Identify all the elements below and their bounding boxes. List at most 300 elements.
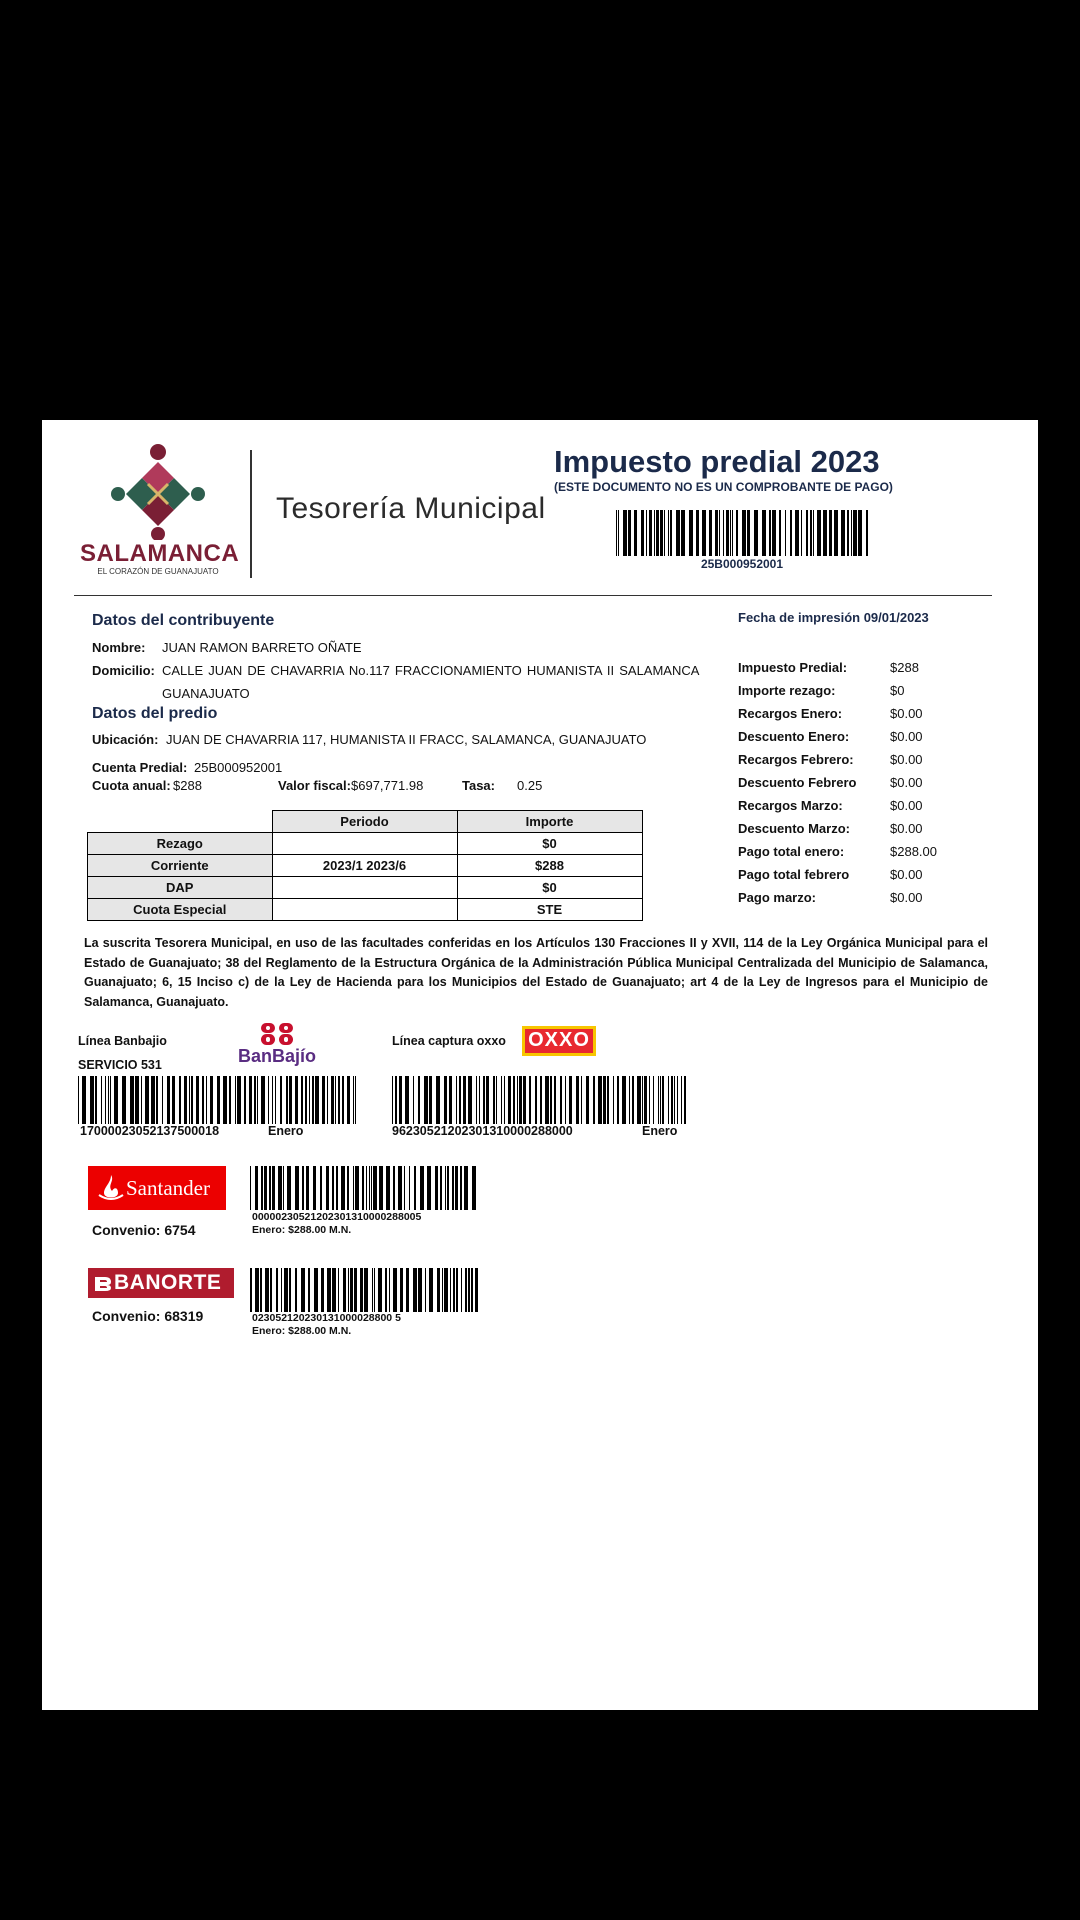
barcode-bar: [105, 1076, 106, 1124]
barcode-bar: [289, 1268, 291, 1312]
barcode-bar: [313, 1166, 316, 1210]
barcode-bar: [853, 510, 857, 556]
barcode-bar: [569, 1076, 572, 1124]
barcode-bar: [841, 510, 845, 556]
barcode-bar: [523, 1076, 526, 1124]
banbajio-emblem-icon: [228, 1022, 326, 1046]
barcode-bar: [347, 1076, 350, 1124]
logo-wordmark: SALAMANCA: [80, 540, 240, 567]
barcode-bar: [270, 1268, 272, 1312]
barcode-bar: [335, 1076, 336, 1124]
barcode-bar: [268, 1076, 269, 1124]
barcode-bar: [603, 1076, 606, 1124]
barcode-bar: [338, 1268, 339, 1312]
barcode-bar: [314, 1268, 318, 1312]
barcode-bar: [847, 510, 849, 556]
barcode-bar: [418, 1076, 420, 1124]
legal-text: La suscrita Tesorera Municipal, en uso de las facultades conferidas en los Artículos 130 Fracciones II y XVII, 114 de la Ley Orgánica Municipal para el Estado de Guanajuato; 38 del Reglamento de la Estructura Orgánica de la Administración Pública Municipal Centralizada del Municipio de Salamanca, Guanajuato; 6, 15 Inciso c) de la Ley de Hacienda para los Municipios del Estado de Guanajuato; art 4 de la Ley de Ingresos para el Municipio de Salamanca, Guanajuato.: [84, 936, 988, 1009]
contributor-section-title: Datos del contribuyente: [92, 612, 275, 629]
barcode-bar: [642, 1076, 643, 1124]
barcode-bar: [795, 510, 799, 556]
barcode-bar: [348, 1268, 349, 1312]
barcode-bar: [196, 1076, 199, 1124]
barcode-bar: [723, 510, 724, 556]
barcode-bar: [476, 1076, 477, 1124]
barcode-bar: [141, 1076, 142, 1124]
salamanca-emblem-icon: [80, 440, 236, 540]
barcode-bar: [135, 1076, 139, 1124]
period-table-header: [88, 811, 643, 833]
barcode-bar: [829, 510, 832, 556]
barcode-bar: [702, 510, 706, 556]
barcode-bar: [332, 1268, 336, 1312]
barcode-bar: [486, 1076, 489, 1124]
barcode-bar: [456, 1076, 457, 1124]
property-account: 25B000952001: [194, 760, 283, 775]
page-title: Impuesto predial 2023: [554, 444, 880, 479]
row-label: Corriente: [88, 855, 273, 877]
barcode-bar: [475, 1268, 478, 1312]
barcode-bar: [696, 510, 699, 556]
banorte-wordmark: BANORTE: [114, 1271, 222, 1294]
banbajio-number: 17000023052137500018: [80, 1124, 220, 1138]
fiscal-value-label: Valor fiscal:: [278, 778, 351, 793]
barcode-bar: [471, 1268, 473, 1312]
barcode-bar: [560, 1076, 562, 1124]
barcode-bar: [309, 1076, 310, 1124]
barcode-bar: [362, 1166, 364, 1210]
barcode-bar: [586, 1076, 589, 1124]
barcode-bar: [386, 1166, 390, 1210]
banbajio-month: Enero: [268, 1124, 304, 1138]
barcode-bar: [305, 1076, 307, 1124]
barcode-bar: [501, 1076, 502, 1124]
barcode-bar: [413, 1268, 417, 1312]
banorte-logo: [88, 1268, 234, 1298]
barcode-bar: [465, 1268, 467, 1312]
barcode-bar: [202, 1076, 204, 1124]
oxxo-logo: [522, 1026, 596, 1056]
barcode-bar: [719, 510, 720, 556]
barcode-bar: [250, 1268, 252, 1312]
banorte-amount: Enero: $288.00 M.N.: [252, 1325, 352, 1337]
barcode-bar: [206, 1076, 207, 1124]
barcode-bar: [671, 1076, 673, 1124]
barcode-bar: [409, 1166, 410, 1210]
barcode-bar: [806, 510, 808, 556]
barcode-bar: [670, 510, 672, 556]
banorte-convenio: Convenio: 68319: [92, 1308, 204, 1324]
barcode-bar: [664, 510, 665, 556]
barcode-bar: [405, 1076, 409, 1124]
barcode-bar: [327, 1076, 328, 1124]
barcode-bar: [613, 1076, 614, 1124]
barcode-bar: [726, 510, 729, 556]
barcode-bar: [545, 1076, 549, 1124]
santander-wordmark: Santander: [126, 1176, 210, 1200]
header-barcode: [616, 510, 868, 556]
barcode-bar: [156, 1076, 158, 1124]
barcode-bar: [350, 1268, 353, 1312]
barcode-bar: [355, 1166, 359, 1210]
barcode-bar: [668, 1076, 669, 1124]
barcode-bar: [393, 1166, 395, 1210]
santander-barcode: [250, 1166, 480, 1210]
barcode-bar: [295, 1166, 299, 1210]
header-divider: [250, 450, 252, 578]
address-label: Domicilio:: [92, 663, 155, 678]
barcode-bar: [264, 1166, 267, 1210]
barcode-bar: [114, 1076, 118, 1124]
fiscal-value: $697,771.98: [351, 778, 424, 793]
row-amount: $0: [457, 833, 642, 855]
barcode-bar: [414, 1166, 416, 1210]
barcode-bar: [378, 1268, 382, 1312]
table-row: [88, 833, 643, 855]
barcode-bar: [660, 1076, 661, 1124]
barcode-bar: [519, 1076, 522, 1124]
barcode-bar: [662, 1076, 664, 1124]
barcode-bar: [593, 1076, 595, 1124]
barcode-bar: [632, 1076, 634, 1124]
barcode-bar: [301, 1076, 303, 1124]
row-period: [272, 833, 457, 855]
barcode-bar: [393, 1268, 397, 1312]
barcode-bar: [529, 1076, 531, 1124]
barcode-bar: [453, 1268, 455, 1312]
barcode-bar: [379, 1166, 383, 1210]
barcode-bar: [628, 510, 631, 556]
barcode-bar: [810, 510, 812, 556]
barcode-bar: [785, 510, 786, 556]
print-date: Fecha de impresión 09/01/2023: [738, 610, 929, 625]
barcode-bar: [851, 510, 852, 556]
barcode-bar: [338, 1076, 340, 1124]
barcode-bar: [790, 510, 792, 556]
row-amount: $0: [457, 877, 642, 899]
barcode-bar: [618, 510, 619, 556]
barcode-bar: [398, 1166, 402, 1210]
banorte-emblem-icon: [93, 1273, 113, 1293]
barcode-bar: [151, 1076, 155, 1124]
barcode-bar: [623, 510, 627, 556]
barcode-bar: [483, 1076, 485, 1124]
banbajio-logo: [228, 1022, 326, 1070]
flame-icon: [96, 1173, 126, 1203]
address-line-2: GUANAJUATO: [162, 686, 250, 701]
barcode-bar: [762, 510, 766, 556]
barcode-bar: [261, 1076, 265, 1124]
barcode-bar: [167, 1076, 170, 1124]
barcode-bar: [385, 1268, 387, 1312]
barcode-bar: [312, 1076, 314, 1124]
barcode-bar: [455, 1166, 458, 1210]
barcode-bar: [265, 1268, 269, 1312]
barcode-bar: [260, 1268, 262, 1312]
header-barcode-number: 25B000952001: [700, 557, 784, 571]
barcode-bar: [272, 1076, 273, 1124]
annual-fee-value: $288: [173, 778, 202, 793]
barcode-bar: [306, 1166, 309, 1210]
barcode-bar: [517, 1076, 518, 1124]
table-row: [88, 877, 643, 899]
barcode-bar: [82, 1076, 86, 1124]
barcode-bar: [110, 1076, 111, 1124]
barcode-bar: [342, 1076, 344, 1124]
barcode-bar: [629, 1076, 630, 1124]
barcode-bar: [461, 1268, 462, 1312]
barcode-bar: [460, 1166, 462, 1210]
row-label: DAP: [88, 877, 273, 899]
barcode-bar: [801, 510, 802, 556]
barcode-bar: [447, 1166, 449, 1210]
salamanca-logo: [80, 440, 240, 580]
barcode-bar: [649, 1076, 650, 1124]
barcode-bar: [413, 1076, 414, 1124]
barcode-bar: [283, 1166, 284, 1210]
barcode-bar: [420, 1166, 424, 1210]
barcode-bar: [289, 1076, 292, 1124]
barcode-bar: [668, 510, 669, 556]
barcode-bar: [191, 1076, 193, 1124]
property-location: JUAN DE CHAVARRIA 117, HUMANISTA II FRACC, SALAMANCA, GUANAJUATO: [166, 732, 647, 747]
barcode-bar: [347, 1166, 349, 1210]
barcode-bar: [90, 1076, 94, 1124]
barcode-bar: [145, 1076, 149, 1124]
barcode-bar: [754, 510, 758, 556]
barcode-bar: [677, 1076, 678, 1124]
barcode-bar: [353, 1166, 354, 1210]
table-row: [88, 855, 643, 877]
santander-convenio: Convenio: 6754: [92, 1222, 196, 1238]
barcode-bar: [321, 1268, 324, 1312]
barcode-bar: [272, 1166, 275, 1210]
property-section-title: Datos del predio: [92, 705, 218, 722]
barcode-bar: [464, 1166, 468, 1210]
barcode-bar: [616, 510, 617, 556]
barcode-bar: [450, 1268, 451, 1312]
barcode-bar: [364, 1268, 368, 1312]
barcode-bar: [742, 510, 746, 556]
barcode-bar: [366, 1166, 367, 1210]
barcode-bar: [730, 510, 731, 556]
barcode-bar: [445, 1166, 446, 1210]
barcode-bar: [395, 1076, 397, 1124]
barcode-bar: [646, 510, 647, 556]
barcode-bar: [280, 1076, 282, 1124]
barcode-bar: [287, 1166, 291, 1210]
barcode-bar: [689, 510, 693, 556]
barcode-bar: [598, 1076, 602, 1124]
barcode-bar: [284, 1268, 288, 1312]
barcode-bar: [179, 1076, 181, 1124]
barcode-bar: [341, 1166, 345, 1210]
table-row: [88, 899, 643, 921]
barcode-bar: [302, 1166, 304, 1210]
department-name: Tesorería Municipal: [276, 492, 546, 525]
barcode-bar: [681, 1076, 682, 1124]
barcode-bar: [736, 510, 738, 556]
barcode-bar: [315, 1076, 319, 1124]
barcode-bar: [255, 1166, 258, 1210]
barcode-bar: [244, 1076, 246, 1124]
barcode-bar: [427, 1166, 431, 1210]
barcode-bar: [769, 510, 771, 556]
barcode-bar: [429, 1076, 432, 1124]
barcode-bar: [540, 1076, 542, 1124]
barcode-bar: [634, 510, 637, 556]
barcode-bar: [360, 1268, 363, 1312]
period-table: [87, 810, 643, 921]
barcode-bar: [372, 1268, 373, 1312]
row-label: Rezago: [88, 833, 273, 855]
barcode-bar: [576, 1076, 579, 1124]
barcode-bar: [389, 1268, 390, 1312]
barcode-bar: [130, 1076, 134, 1124]
barcode-bar: [269, 1166, 271, 1210]
barcode-bar: [550, 1076, 552, 1124]
barcode-bar: [649, 510, 652, 556]
logo-tagline: EL CORAZÓN DE GUANAJUATO: [97, 567, 219, 576]
barcode-bar: [406, 1268, 409, 1312]
barcode-bar: [229, 1076, 231, 1124]
barcode-bar: [295, 1268, 297, 1312]
barcode-bar: [866, 510, 868, 556]
name-label: Nombre:: [92, 640, 146, 655]
barcode-bar: [440, 1166, 442, 1210]
barcode-bar: [320, 1166, 322, 1210]
barcode-bar: [343, 1268, 346, 1312]
row-period: 2023/1 2023/6: [272, 855, 457, 877]
annual-fee-label: Cuota anual:: [92, 778, 171, 793]
barcode-bar: [308, 1268, 310, 1312]
contributor-name: JUAN RAMON BARRETO OÑATE: [162, 640, 362, 655]
barcode-bar: [95, 1076, 97, 1124]
barcode-bar: [78, 1076, 79, 1124]
barcode-bar: [436, 1076, 440, 1124]
barcode-bar: [235, 1076, 236, 1124]
barcode-bar: [254, 1076, 256, 1124]
barcode-bar: [418, 1268, 422, 1312]
barcode-bar: [437, 1268, 440, 1312]
santander-logo: [88, 1166, 226, 1210]
barcode-bar: [404, 1166, 405, 1210]
barcode-bar: [276, 1268, 278, 1312]
rate-label: Tasa:: [462, 778, 495, 793]
barcode-bar: [617, 1076, 619, 1124]
barcode-bar: [709, 510, 712, 556]
barcode-bar: [286, 1076, 288, 1124]
barcode-bar: [504, 1076, 505, 1124]
barcode-bar: [301, 1268, 305, 1312]
barcode-bar: [354, 1268, 357, 1312]
page-subtitle: (ESTE DOCUMENTO NO ES UN COMPROBANTE DE PAGO): [554, 480, 893, 494]
barcode-bar: [355, 1076, 356, 1124]
barcode-bar: [468, 1076, 472, 1124]
barcode-bar: [581, 1076, 582, 1124]
barcode-bar: [223, 1076, 227, 1124]
barcode-bar: [554, 1076, 556, 1124]
barcode-bar: [172, 1076, 175, 1124]
barcode-bar: [374, 1268, 375, 1312]
barcode-bar: [101, 1076, 102, 1124]
barcode-bar: [654, 510, 655, 556]
banbajio-service: SERVICIO 531: [78, 1058, 162, 1072]
barcode-bar: [444, 1076, 447, 1124]
banorte-barcode: [250, 1268, 480, 1312]
barcode-bar: [674, 1076, 675, 1124]
oxxo-month: Enero: [642, 1124, 678, 1138]
barcode-bar: [479, 1076, 480, 1124]
santander-number: 00000230521202301310000288005: [252, 1211, 422, 1223]
barcode-bar: [217, 1076, 220, 1124]
row-period: [272, 877, 457, 899]
barcode-bar: [817, 510, 821, 556]
oxxo-barcode: [392, 1076, 686, 1124]
address-line-1: CALLE JUAN DE CHAVARRIA No.117 FRACCIONAMIENTO HUMANISTA II SALAMANCA: [162, 663, 700, 678]
barcode-bar: [261, 1166, 263, 1210]
barcode-bar: [332, 1166, 334, 1210]
barcode-bar: [400, 1268, 403, 1312]
barcode-bar: [660, 510, 663, 556]
barcode-bar: [637, 1076, 641, 1124]
barcode-bar: [162, 1076, 163, 1124]
row-amount: $288: [457, 855, 642, 877]
barcode-bar: [493, 1076, 495, 1124]
barcode-bar: [656, 510, 659, 556]
barcode-bar: [257, 1076, 258, 1124]
barcode-bar: [278, 1166, 282, 1210]
barcode-bar: [452, 1166, 454, 1210]
amount-header: Importe: [457, 811, 642, 833]
barcode-bar: [456, 1268, 458, 1312]
barcode-bar: [658, 1076, 659, 1124]
barcode-bar: [371, 1166, 372, 1210]
barcode-bar: [468, 1268, 470, 1312]
banbajio-wordmark: BanBajío: [237, 1046, 316, 1066]
barcode-bar: [184, 1076, 187, 1124]
barcode-bar: [250, 1166, 251, 1210]
barcode-bar: [607, 1076, 609, 1124]
row-amount: STE: [457, 899, 642, 921]
barcode-bar: [681, 510, 685, 556]
barcode-bar: [747, 510, 750, 556]
barcode-bar: [249, 1076, 252, 1124]
barcode-bar: [644, 1076, 647, 1124]
document-page: SALAMANCA EL CORAZÓN DE GUANAJUATO Tesorería Municipal Impuesto predial 2023 (ESTE DOCUMENTO NO ES UN COMPROBANTE DE PAGO) 25B000952001 Datos del contribuyente Nombre: JUAN RAMON BARRETO OÑATE Domicilio: CALLE JUAN DE CHAVARRIA No.117 FRACCIONAMIENTO HUMANISTA II SALAMANCA GUANAJUATO Datos del predio Ubicación: JUAN DE CHAVARRIA 117, HUMANISTA II FRACC, SALAMANCA, GUANAJUATO Cuenta Predial: 25B000952001 Cuota anual: $288 Valor fiscal: $697,771.98 Tasa: 0.25 Periodo Importe Rezago $0 Corriente 2023/1 2023/6 $288 DAP $0 Cuota Especial STE Fecha de impresión 09/01/2023 Impuesto Predial: $288 Importe rezago: $0 Recargos Enero: $0.00 Descuento Enero: $0.00 Recargos Febrero: $0.00 Descuento Febrero $0.00 Recargos Marzo: $0.00 Descuento Marzo: $0.00 Pago total enero: $288.00 Pago total febrero $0.00 Pago marzo: $0.00 La suscrita Tesorera Municipal, en uso de las facultades conferidas en los Artículos 130 Fracciones II y XVII, 114 de la Ley Orgánica Municipal para el Estado de Guanajuato; 38 del Reglamento de la Estructura Orgánica de la Administración Pública Municipal Centralizada del Municipio de Salamanca, Guanajuato; 6, 15 Inciso c) de la Ley de Hacienda para los Municipios del Estado de Guanajuato; art 4 de la Ley de Ingresos para el Municipio de Salamanca, Guanajuato. Línea Banbajio SERVICIO 531 BanBajío 17000023052137500018 Enero Línea captura oxxo OXXO 96230521202301310000288000 Enero Santander Convenio: 6754 00000230521202301310000288005 Enero: $288.00 M.N. BANORTE Convenio: 68319 023052120230131000028800 5 Enero: $288.00 M.N.: [42, 420, 1038, 1710]
barcode-bar: [449, 1076, 452, 1124]
barcode-bar: [275, 1076, 276, 1124]
barcode-bar: [429, 1268, 433, 1312]
header-rule: [74, 595, 992, 596]
barcode-bar: [472, 1166, 476, 1210]
barcode-bar: [496, 1076, 497, 1124]
oxxo-line-label: Línea captura oxxo: [392, 1034, 506, 1048]
banorte-number: 023052120230131000028800 5: [252, 1312, 401, 1324]
barcode-bar: [237, 1076, 241, 1124]
barcode-bar: [823, 510, 827, 556]
barcode-bar: [331, 1076, 334, 1124]
oxxo-wordmark: OXXO: [528, 1029, 590, 1051]
barcode-bar: [772, 510, 776, 556]
barcode-bar: [424, 1076, 428, 1124]
barcode-bar: [326, 1166, 329, 1210]
barcode-bar: [392, 1076, 393, 1124]
barcode-bar: [715, 510, 718, 556]
barcode-bar: [255, 1268, 259, 1312]
barcode-bar: [369, 1166, 370, 1210]
barcode-bar: [444, 1268, 448, 1312]
